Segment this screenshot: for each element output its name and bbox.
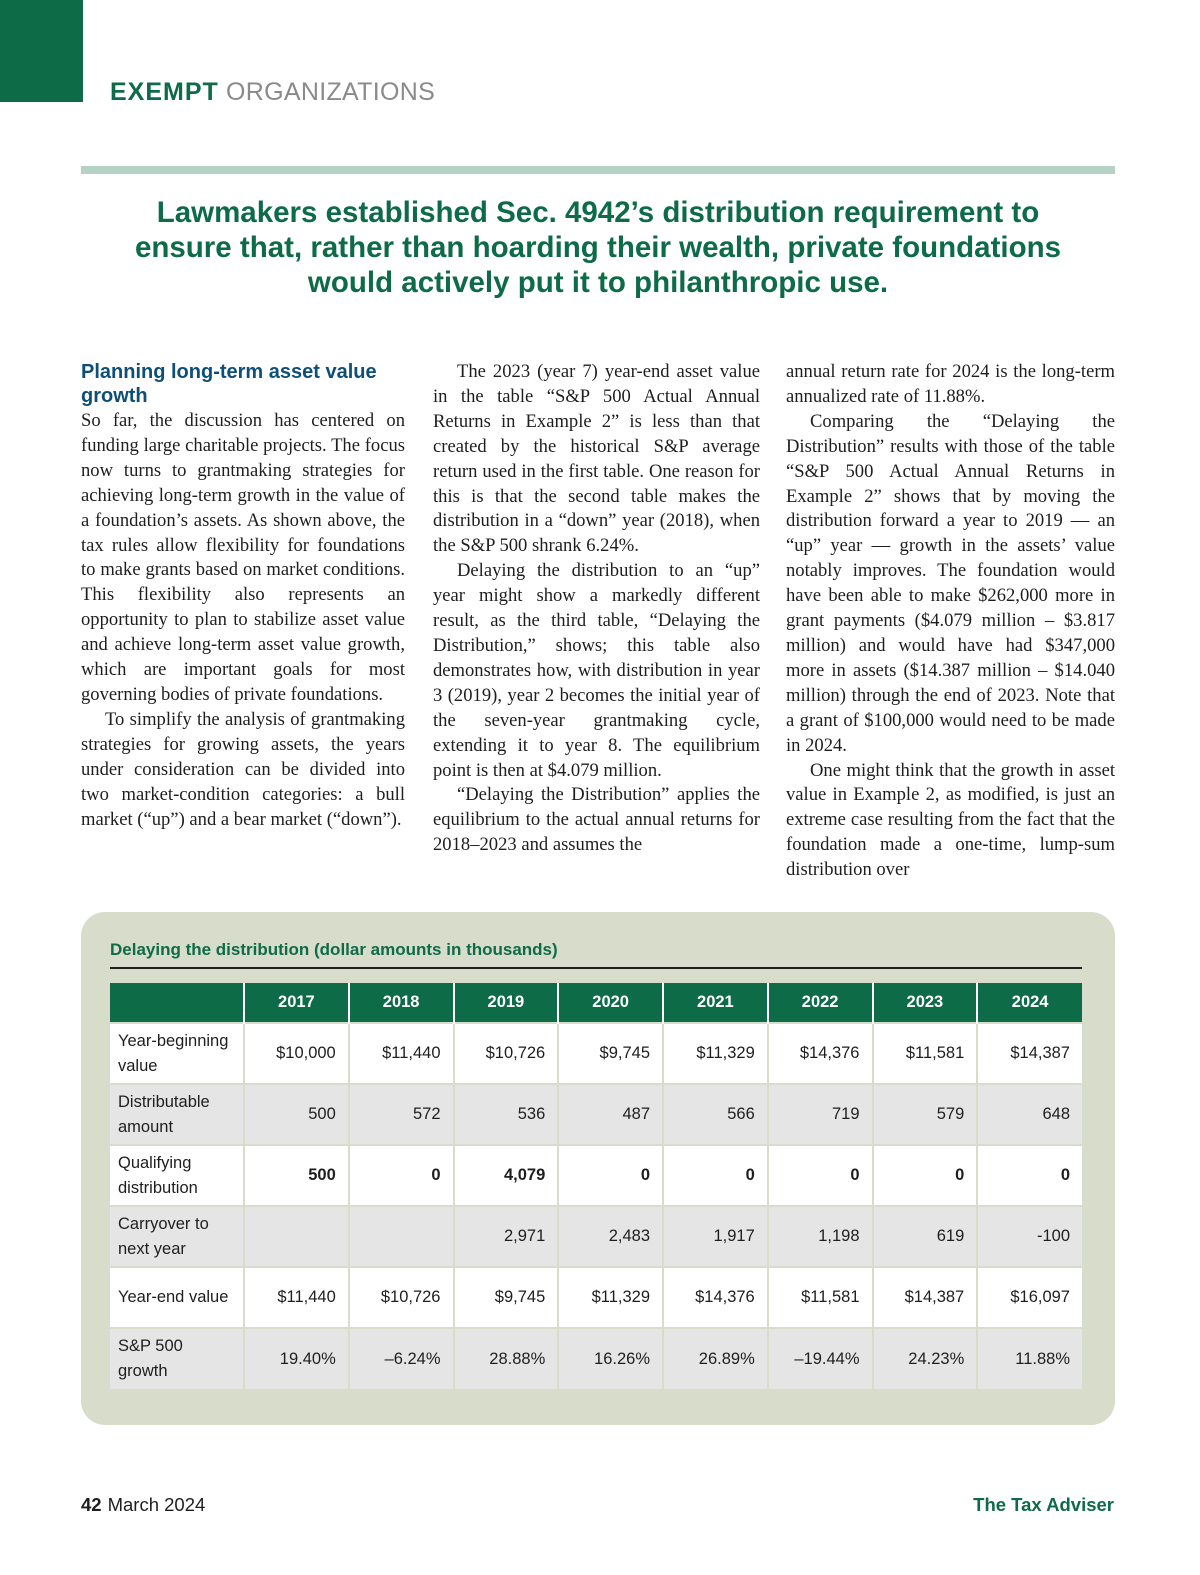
table-cell: 28.88% bbox=[454, 1328, 559, 1389]
column-header: 2018 bbox=[349, 983, 454, 1023]
table-cell: $14,376 bbox=[663, 1267, 768, 1328]
table-cell: 487 bbox=[558, 1084, 663, 1145]
column-header: 2021 bbox=[663, 983, 768, 1023]
table-cell: -100 bbox=[977, 1206, 1082, 1267]
section-label bbox=[110, 78, 435, 107]
table-title-rule bbox=[110, 967, 1082, 969]
table-cell: –6.24% bbox=[349, 1328, 454, 1389]
table-cell: $11,440 bbox=[244, 1267, 349, 1328]
table-cell: 24.23% bbox=[873, 1328, 978, 1389]
table-cell: 0 bbox=[873, 1145, 978, 1206]
table-cell: –19.44% bbox=[768, 1328, 873, 1389]
article-column-3 bbox=[786, 360, 1115, 883]
corner-color-block bbox=[0, 0, 83, 102]
table-cell: $10,726 bbox=[454, 1023, 559, 1084]
article-column-1 bbox=[81, 360, 405, 832]
table-cell: 26.89% bbox=[663, 1328, 768, 1389]
table-cell: 2,483 bbox=[558, 1206, 663, 1267]
table-cell: $14,387 bbox=[977, 1023, 1082, 1084]
article-column-2 bbox=[433, 360, 760, 858]
table-cell: $11,329 bbox=[663, 1023, 768, 1084]
table-row bbox=[110, 1145, 1082, 1206]
table-cell: $11,329 bbox=[558, 1267, 663, 1328]
row-label: Year-end value bbox=[110, 1267, 244, 1328]
article-subheading: Planning long-term asset value growth bbox=[81, 361, 377, 407]
paragraph: Comparing the “Delaying the Distribution” results with those of the table “S&P 500 Actual Annual Returns in Example 2” shows that by moving the distribution forward a year to 2019 — an “up” year — growth in the assets’ value notably improves. The foundation would have been able to make $262,000 more in grant payments ($4.079 million – $3.817 million) and would have had $347,000 more in assets ($14.387 million – $14.040 million) through the end of 2023. Note that a grant of $100,000 would need to be made in 2024. bbox=[786, 410, 1115, 756]
table-cell: 1,198 bbox=[768, 1206, 873, 1267]
table-cell: 572 bbox=[349, 1084, 454, 1145]
table-cell: $16,097 bbox=[977, 1267, 1082, 1328]
table-cell: 0 bbox=[349, 1145, 454, 1206]
table-cell: 619 bbox=[873, 1206, 978, 1267]
paragraph: “Delaying the Distribution” applies the equilibrium to the actual annual returns for 2018–2023 and assumes the bbox=[433, 784, 760, 856]
section-label-bold: EXEMPT bbox=[110, 78, 219, 106]
distribution-table bbox=[110, 983, 1082, 1389]
table-row bbox=[110, 1328, 1082, 1389]
paragraph: Delaying the distribution to an “up” year might show a markedly different result, as the third table, “Delaying the Distribution,” shows; this table also demonstrates how, with distribution in year 3 (2019), year 2 becomes the initial year of the seven-year grantmaking cycle, extending it to year 8. The equilibrium point is then at $4.079 million. bbox=[433, 560, 760, 781]
section-label-light: ORGANIZATIONS bbox=[226, 78, 436, 106]
table-cell: $10,726 bbox=[349, 1267, 454, 1328]
table-cell: 566 bbox=[663, 1084, 768, 1145]
column-header: 2022 bbox=[768, 983, 873, 1023]
row-label: Qualifying distribution bbox=[110, 1145, 244, 1206]
pull-quote: Lawmakers established Sec. 4942’s distribution requirement to ensure that, rather than hoarding their wealth, private foundations would actively put it to philanthropic use. bbox=[134, 196, 1062, 299]
column-header: 2020 bbox=[558, 983, 663, 1023]
table-row bbox=[110, 1084, 1082, 1145]
table-cell: $9,745 bbox=[454, 1267, 559, 1328]
table-cell: $11,581 bbox=[768, 1267, 873, 1328]
table-cell: 11.88% bbox=[977, 1328, 1082, 1389]
table-cell: 0 bbox=[977, 1145, 1082, 1206]
row-label: Distributable amount bbox=[110, 1084, 244, 1145]
column-header: 2023 bbox=[873, 983, 978, 1023]
row-label: S&P 500 growth bbox=[110, 1328, 244, 1389]
paragraph: One might think that the growth in asset value in Example 2, as modified, is just an extreme case resulting from the fact that the foundation made a one-time, lump-sum distribution over bbox=[786, 759, 1115, 881]
table-cell: 16.26% bbox=[558, 1328, 663, 1389]
table-cell: $11,581 bbox=[873, 1023, 978, 1084]
table-row bbox=[110, 1206, 1082, 1267]
paragraph: To simplify the analysis of grantmaking strategies for growing assets, the years under consideration can be divided into two market-condition categories: a bull market (“up”) and a bear market (“down”). bbox=[81, 708, 405, 830]
table-row bbox=[110, 1267, 1082, 1328]
publication-name: The Tax Adviser bbox=[973, 1494, 1114, 1515]
table-cell: 2,971 bbox=[454, 1206, 559, 1267]
table-cell: 0 bbox=[558, 1145, 663, 1206]
table-cell: 648 bbox=[977, 1084, 1082, 1145]
pull-quote-rule bbox=[81, 166, 1115, 174]
column-header-blank bbox=[110, 983, 244, 1023]
table-cell: 536 bbox=[454, 1084, 559, 1145]
table-cell bbox=[349, 1206, 454, 1267]
table-cell: 719 bbox=[768, 1084, 873, 1145]
table-cell: $11,440 bbox=[349, 1023, 454, 1084]
column-header: 2024 bbox=[977, 983, 1082, 1023]
issue-date: March 2024 bbox=[107, 1494, 206, 1515]
paragraph: The 2023 (year 7) year-end asset value in the table “S&P 500 Actual Annual Returns in Example 2” is less than that created by the historical S&P average return used in the first table. One reason for this is that the second table makes the distribution in a “down” year (2018), when the S&P 500 shrank 6.24%. bbox=[433, 361, 760, 557]
table-cell: 500 bbox=[244, 1145, 349, 1206]
table-cell: 579 bbox=[873, 1084, 978, 1145]
table-cell: 1,917 bbox=[663, 1206, 768, 1267]
row-label: Year-beginning value bbox=[110, 1023, 244, 1084]
table-cell: 0 bbox=[663, 1145, 768, 1206]
table-cell: 4,079 bbox=[454, 1145, 559, 1206]
page-footer-left bbox=[81, 1494, 205, 1516]
table-cell bbox=[244, 1206, 349, 1267]
table-cell: 0 bbox=[768, 1145, 873, 1206]
table-title: Delaying the distribution (dollar amounts in thousands) bbox=[110, 940, 558, 959]
table-cell: 19.40% bbox=[244, 1328, 349, 1389]
table-cell: $9,745 bbox=[558, 1023, 663, 1084]
row-label: Carryover to next year bbox=[110, 1206, 244, 1267]
table-cell: 500 bbox=[244, 1084, 349, 1145]
paragraph: So far, the discussion has centered on funding large charitable projects. The focus now turns to grantmaking strategies for achieving long-term growth in the value of a foundation’s assets. As shown above, the tax rules allow flexibility for foundations to make grants based on market conditions. This flexibility also represents an opportunity to plan to stabilize asset value and achieve long-term asset value growth, which are important goals for most governing bodies of private foundations. bbox=[81, 410, 405, 705]
table-cell: $10,000 bbox=[244, 1023, 349, 1084]
table-row bbox=[110, 1023, 1082, 1084]
column-header: 2019 bbox=[454, 983, 559, 1023]
table-header-row bbox=[110, 983, 1082, 1023]
table-cell: $14,387 bbox=[873, 1267, 978, 1328]
paragraph: annual return rate for 2024 is the long-term annualized rate of 11.88%. bbox=[786, 361, 1115, 407]
page-number: 42 bbox=[81, 1494, 102, 1515]
column-header: 2017 bbox=[244, 983, 349, 1023]
table-cell: $14,376 bbox=[768, 1023, 873, 1084]
